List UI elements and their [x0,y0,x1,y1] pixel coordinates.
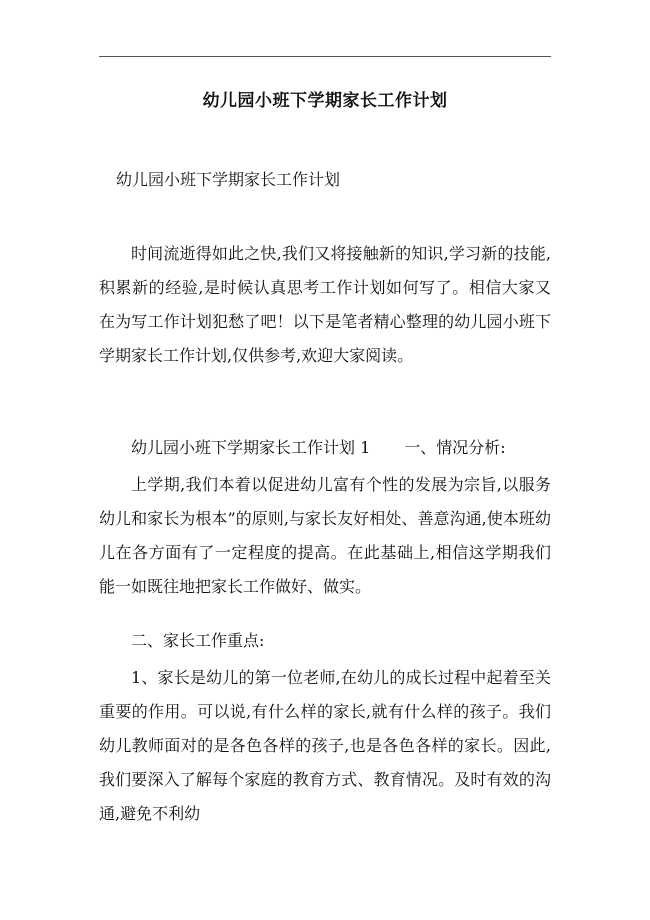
section2-paragraph: 1、家长是幼儿的第一位老师,在幼儿的成长过程中起着至关重要的作用。可以说,有什么样的家长,就有什么样的孩子。我们幼儿教师面对的是各色各样的孩子,也是各色各样的家长。因此,我们要深入了解每个家庭的教育方式、教育情况。及时有效的沟通,避免不利幼 [99,668,551,823]
document-title: 幼儿园小班下学期家长工作计划 [202,91,448,111]
intro-paragraph: 时间流逝得如此之快,我们又将接触新的知识,学习新的技能,积累新的经验,是时候认真思考工作计划如何写了。相信大家又在为写工作计划犯愁了吧！以下是笔者精心整理的幼儿园小班下学期家长工作计划,仅供参考,欢迎大家阅读。 [99,244,551,365]
header-rule [99,56,551,57]
plan-heading-line [99,431,551,465]
section1-paragraph: 上学期,我们本着以促进幼儿富有个性的发展为宗旨,以服务幼儿和家长为根本”的原则,与家长友好相处、善意沟通,使本班幼儿在各方面有了一定程度的提高。在此基础上,相信这学期我们能一如既往地把家长工作做好、做实。 [99,475,551,596]
section2-heading: 二、家长工作重点: [131,631,265,650]
document-subtitle: 幼儿园小班下学期家长工作计划 [116,170,341,189]
section1-heading: 一、情况分析: [404,438,506,457]
plan-heading: 幼儿园小班下学期家长工作计划 1 [131,438,371,457]
